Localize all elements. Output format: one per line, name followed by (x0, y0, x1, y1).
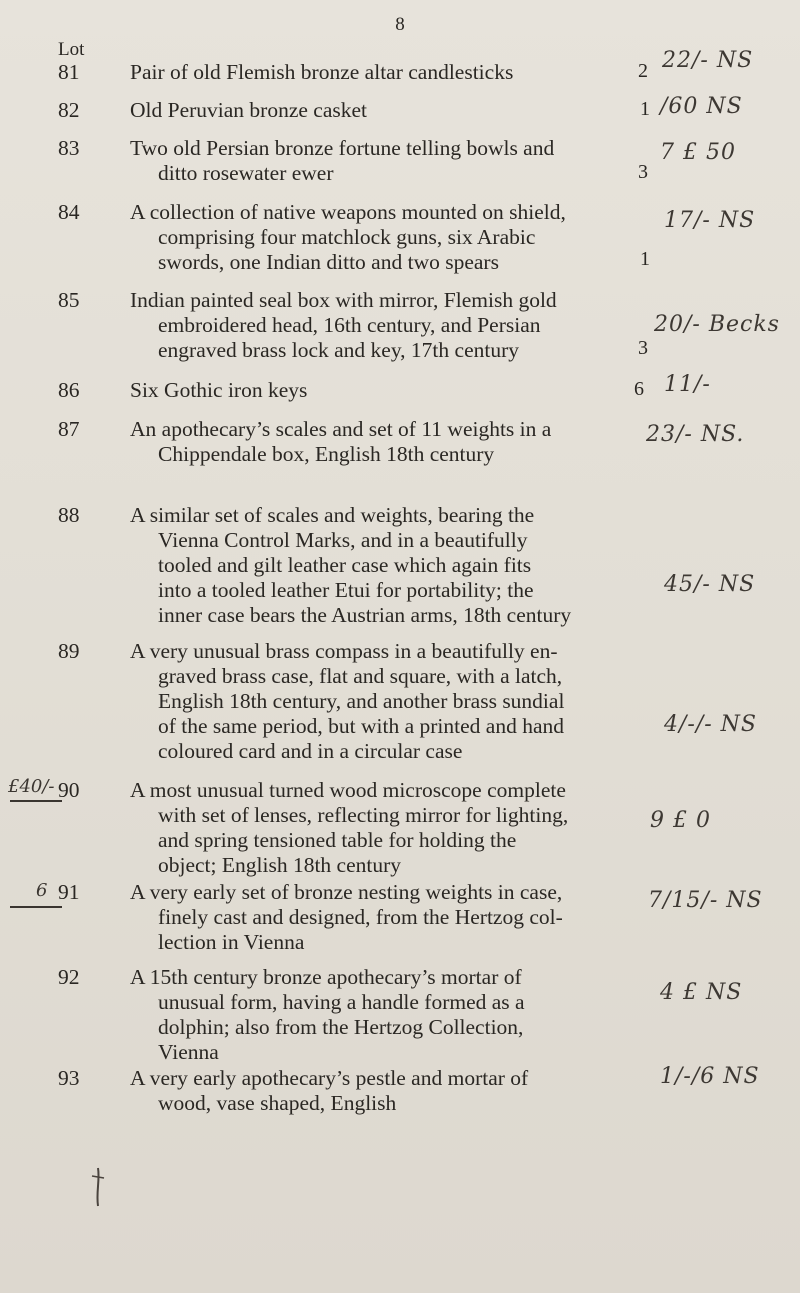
lot-description: swords, one Indian ditto and two spears (158, 250, 499, 274)
lot-85 (58, 288, 578, 363)
lot-description: A collection of native weapons mounted on shield, (130, 200, 566, 224)
handwritten-price: 20/- Becks (654, 312, 780, 337)
handwritten-price: 17/- NS (664, 208, 756, 233)
lot-description: with set of lenses, reflecting mirror for lighting, (158, 803, 569, 827)
lot-description: into a tooled leather Etui for portability; the (158, 578, 534, 602)
lot-number: 89 (58, 639, 80, 663)
handwritten-price: 4 £ NS (660, 980, 743, 1005)
lot-quantity: 3 (638, 161, 648, 183)
lot-93 (58, 1066, 578, 1116)
lot-quantity: 6 (634, 378, 644, 400)
lot-90 (58, 778, 578, 878)
lot-description: of the same period, but with a printed and hand (158, 714, 565, 738)
handwritten-price: 22/- NS (662, 48, 754, 73)
lot-description: An apothecary’s scales and set of 11 weights in a (130, 417, 552, 441)
lot-description: Six Gothic iron keys (130, 378, 308, 402)
lot-88 (58, 503, 578, 628)
lot-number: 90 (58, 778, 80, 802)
lot-81 (58, 60, 578, 85)
margin-underline (10, 800, 62, 802)
lot-83 (58, 136, 578, 186)
lot-description: A 15th century bronze apothecary’s mortar of (130, 965, 522, 989)
lot-description: inner case bears the Austrian arms, 18th century (158, 603, 572, 627)
handwritten-price: 11/- (664, 372, 711, 397)
lot-description: comprising four matchlock guns, six Arabic (158, 225, 536, 249)
lot-number: 83 (58, 136, 80, 160)
page-number: 8 (395, 14, 405, 35)
handwritten-price: 7/15/- NS (648, 888, 763, 913)
handwritten-price: 45/- NS (664, 572, 756, 597)
lot-number: 84 (58, 200, 80, 224)
lot-86 (58, 378, 578, 403)
lot-number: 92 (58, 965, 80, 989)
lot-description: wood, vase shaped, English (158, 1091, 397, 1115)
lot-description: engraved brass lock and key, 17th century (158, 338, 519, 362)
lot-number: 93 (58, 1066, 80, 1090)
lot-number: 87 (58, 417, 80, 441)
lot-number: 82 (58, 98, 80, 122)
lot-description: Vienna Control Marks, and in a beautifully (158, 528, 528, 552)
lot-description: A similar set of scales and weights, bearing the (130, 503, 535, 527)
margin-underline (10, 906, 62, 908)
lot-column-header: Lot (58, 39, 85, 60)
lot-description: unusual form, having a handle formed as a (158, 990, 525, 1014)
margin-note-lot-90: £40/- (8, 776, 55, 797)
lot-description: Old Peruvian bronze casket (130, 98, 368, 122)
lot-description: tooled and gilt leather case which again fits (158, 553, 532, 577)
handwritten-price: 7 £ 50 (660, 140, 736, 165)
lot-description: embroidered head, 16th century, and Persian (158, 313, 541, 337)
lot-87 (58, 417, 578, 467)
lot-82 (58, 98, 578, 123)
lot-description: A very early apothecary’s pestle and mortar of (130, 1066, 529, 1090)
lot-description: Chippendale box, English 18th century (158, 442, 495, 466)
lot-description: coloured card and in a circular case (158, 739, 463, 763)
lot-number: 91 (58, 880, 80, 904)
lot-description: A most unusual turned wood microscope complete (130, 778, 566, 802)
lot-quantity: 3 (638, 337, 648, 359)
pencil-stroke-mark (88, 1166, 108, 1210)
lot-description: Vienna (158, 1040, 219, 1064)
handwritten-price: 23/- NS. (646, 422, 745, 447)
handwritten-price: 4/-/- NS (664, 712, 758, 737)
lot-89 (58, 639, 578, 764)
lot-description: A very unusual brass compass in a beautifully en- (130, 639, 558, 663)
lot-description: English 18th century, and another brass sundial (158, 689, 565, 713)
lot-number: 86 (58, 378, 80, 402)
lot-number: 85 (58, 288, 80, 312)
lot-quantity: 1 (640, 248, 650, 270)
lot-description: and spring tensioned table for holding the (158, 828, 517, 852)
lot-description: Two old Persian bronze fortune telling bowls and (130, 136, 555, 160)
lot-92 (58, 965, 578, 1065)
lot-description: object; English 18th century (158, 853, 402, 877)
lot-quantity: 1 (640, 98, 650, 120)
lot-description: Indian painted seal box with mirror, Flemish gold (130, 288, 557, 312)
lot-description: lection in Vienna (158, 930, 305, 954)
lot-description: Pair of old Flemish bronze altar candlesticks (130, 60, 514, 84)
lot-description: A very early set of bronze nesting weights in case, (130, 880, 563, 904)
lot-description: finely cast and designed, from the Hertzog col- (158, 905, 563, 929)
lot-quantity: 2 (638, 60, 648, 82)
lot-number: 81 (58, 60, 80, 84)
handwritten-price: 1/-/6 NS (660, 1064, 760, 1089)
lot-84 (58, 200, 578, 275)
lot-91 (58, 880, 578, 955)
margin-note-lot-91: 6 (36, 880, 48, 901)
lot-description: dolphin; also from the Hertzog Collection, (158, 1015, 524, 1039)
lot-number: 88 (58, 503, 80, 527)
handwritten-price: /60 NS (660, 94, 743, 119)
handwritten-price: 9 £ 0 (650, 808, 711, 833)
lot-description: graved brass case, flat and square, with a latch, (158, 664, 563, 688)
lot-description: ditto rosewater ewer (158, 161, 334, 185)
